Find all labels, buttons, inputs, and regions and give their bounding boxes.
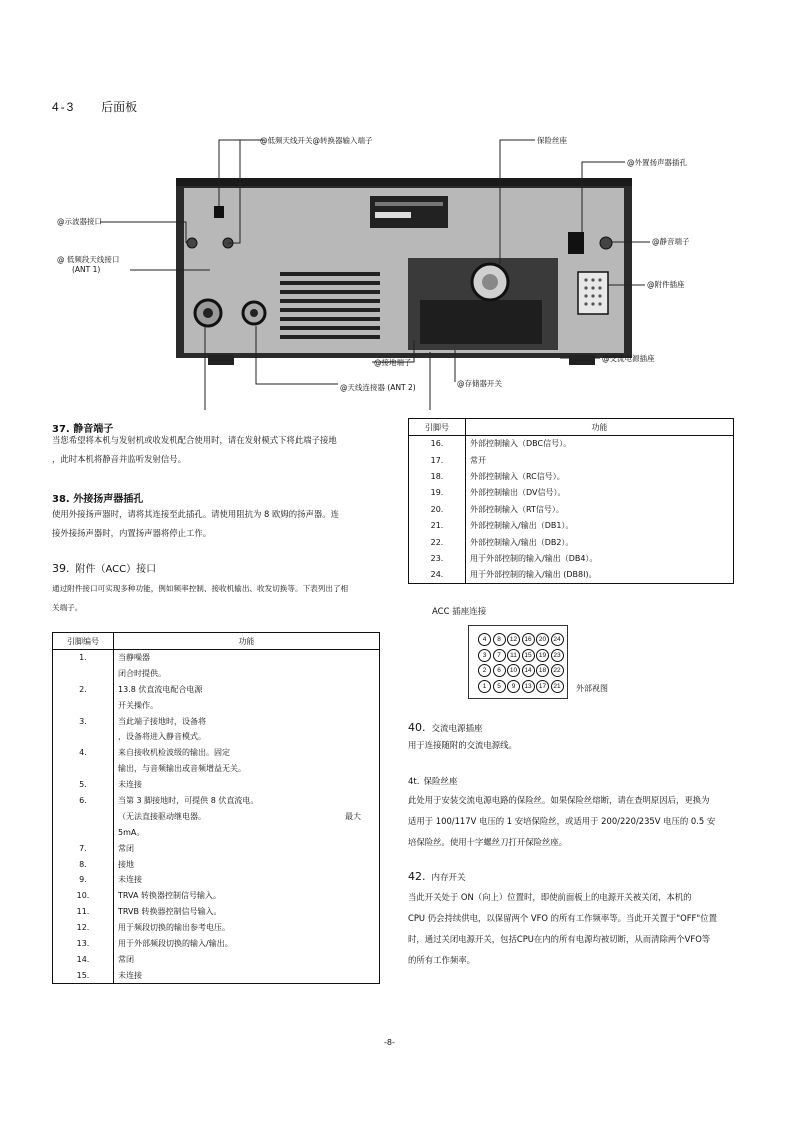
s40-title: 交流电源插座 bbox=[431, 724, 483, 734]
pin-number: 24. bbox=[409, 567, 466, 583]
acc-pin: 7 bbox=[493, 649, 506, 662]
right-foot bbox=[569, 355, 595, 365]
pin-number: 21. bbox=[409, 517, 466, 533]
table-row bbox=[53, 824, 379, 840]
acc-pin: 6 bbox=[493, 664, 506, 677]
label-memory-switch: @存储器开关 bbox=[457, 379, 502, 388]
pin-function-text: 外部控制输入（DBC信号）。 bbox=[470, 439, 572, 449]
pin-number bbox=[53, 808, 114, 824]
pin-number bbox=[53, 761, 114, 777]
acc-pin: 23 bbox=[551, 649, 564, 662]
t1-header-func: 功能 bbox=[114, 633, 380, 650]
pin-table-1-grid bbox=[53, 633, 379, 983]
pin-function bbox=[114, 936, 380, 952]
pin-function bbox=[114, 840, 380, 856]
acc-pin: 19 bbox=[536, 649, 549, 662]
table-row bbox=[409, 436, 733, 452]
pin-function bbox=[114, 824, 380, 840]
acc-pin: 14 bbox=[522, 664, 535, 677]
table-row bbox=[53, 713, 379, 729]
pin-number: 23. bbox=[409, 550, 466, 566]
s38-line2: 接外接扬声器时，内置扬声器将停止工作。 bbox=[52, 528, 212, 538]
s42-number: 42. bbox=[408, 870, 426, 883]
acc-pin: 9 bbox=[507, 680, 520, 693]
pin-function-text: TRVA 转换器控制信号输入。 bbox=[118, 891, 221, 901]
s37-line2: ，此时本机将静音并监听发射信号。 bbox=[52, 454, 186, 464]
pin-function bbox=[466, 567, 734, 583]
pin-function bbox=[466, 485, 734, 501]
label-antenna-connector: @天线连接器 (ANT 2) bbox=[340, 383, 416, 392]
t1-header-num: 引脚编号 bbox=[53, 633, 114, 650]
acc-pin: 13 bbox=[522, 680, 535, 693]
pin-function bbox=[114, 697, 380, 713]
acc-pin: 22 bbox=[551, 664, 564, 677]
section-title: 后面板 bbox=[101, 100, 138, 114]
pin-function-text: 常闭 bbox=[118, 954, 134, 964]
table-row bbox=[409, 468, 733, 484]
table-row bbox=[53, 665, 379, 681]
section-number: 4-3 bbox=[52, 100, 76, 114]
pin-number: 2. bbox=[53, 681, 114, 697]
pin-number: 14. bbox=[53, 951, 114, 967]
s41-title: 保险丝座 bbox=[423, 777, 458, 787]
s37-line1: 当您希望将本机与发射机或收发机配合使用时，请在发射模式下将此端子接地 bbox=[52, 435, 337, 445]
s39-text bbox=[52, 579, 348, 617]
table-row bbox=[53, 745, 379, 761]
s42-line3: 时，通过关闭电源开关，包括CPU在内的所有电源均被切断，从而清除两个VFO等 bbox=[408, 934, 711, 944]
acc-pin-diagram bbox=[468, 625, 568, 699]
acc-pin: 11 bbox=[507, 649, 520, 662]
s41-heading bbox=[408, 775, 457, 787]
left-foot bbox=[208, 355, 234, 365]
pin-number: 1. bbox=[53, 650, 114, 666]
pin-function bbox=[466, 534, 734, 550]
s38-line1: 使用外接扬声器时，请将其连接至此插孔。请使用阻抗为 8 欧姆的扬声器。连 bbox=[52, 509, 340, 519]
page-number: -8- bbox=[384, 1038, 395, 1047]
pin-table-2-grid bbox=[409, 419, 733, 583]
pin-function bbox=[466, 517, 734, 533]
table-row bbox=[409, 501, 733, 517]
s38-title: 38. 外接扬声器插孔 bbox=[52, 494, 144, 505]
s39-number: 39. bbox=[52, 562, 70, 575]
pin-number: 12. bbox=[53, 920, 114, 936]
label-scope-jack: @示波器接口 bbox=[57, 217, 102, 226]
s41-line2: 适用于 100/117V 电压的 1 安培保险丝，或适用于 200/220/235V 电压的 0.5 安 bbox=[408, 816, 716, 826]
s39-line1: 通过附件接口可实现多种功能，例如频率控制、接收机输出、收发切换等。下表列出了相 bbox=[52, 584, 349, 593]
pin-function-note: 最大 bbox=[345, 811, 361, 821]
t2-header-num: 引脚号 bbox=[409, 419, 466, 436]
pin-table-2 bbox=[408, 418, 734, 584]
pin-function-text: TRVB 转换器控制信号输入。 bbox=[118, 907, 222, 917]
mute-terminal-shape bbox=[600, 237, 612, 249]
pin-function-text: 外部控制输入（RT信号）。 bbox=[470, 504, 564, 514]
pin-function bbox=[114, 665, 380, 681]
s42-heading bbox=[408, 870, 466, 883]
acc-pin: 4 bbox=[478, 633, 491, 646]
table-row bbox=[409, 567, 733, 583]
pin-number: 6. bbox=[53, 793, 114, 809]
table-row bbox=[53, 872, 379, 888]
pin-function bbox=[114, 904, 380, 920]
pin-number bbox=[53, 824, 114, 840]
acc-pin: 12 bbox=[507, 633, 520, 646]
pin-number: 15. bbox=[53, 967, 114, 983]
pin-function bbox=[114, 777, 380, 793]
pin-number bbox=[53, 697, 114, 713]
rear-panel-illustration bbox=[0, 0, 798, 410]
pin-number: 8. bbox=[53, 856, 114, 872]
pin-function bbox=[466, 436, 734, 452]
pin-number: 17. bbox=[409, 452, 466, 468]
table-row bbox=[53, 920, 379, 936]
table-row bbox=[53, 777, 379, 793]
s42-title: 内存开关 bbox=[431, 873, 466, 883]
label-ac-power-socket: @交流电源插座 bbox=[602, 354, 655, 363]
pin-number: 4. bbox=[53, 745, 114, 761]
pin-function bbox=[114, 650, 380, 666]
pin-function-text: 外部控制输入/输出（DB2）。 bbox=[470, 537, 574, 547]
table-row bbox=[53, 729, 379, 745]
pin-table-1 bbox=[52, 632, 380, 984]
pin-function bbox=[466, 452, 734, 468]
acc-title: ACC 插座连接 bbox=[432, 607, 487, 617]
pin-function bbox=[114, 761, 380, 777]
ext-speaker-jack-shape bbox=[568, 232, 584, 254]
s37-title: 37. 静音端子 bbox=[52, 424, 114, 435]
pin-function bbox=[114, 793, 380, 809]
pin-number bbox=[53, 729, 114, 745]
pin-function-text: 用于外部控制的输入/输出（DB4）。 bbox=[470, 553, 598, 563]
acc-pin: 10 bbox=[507, 664, 520, 677]
table-row bbox=[53, 967, 379, 983]
label-low-band-ant: @ 低频段天线接口 bbox=[57, 255, 120, 264]
pin-function bbox=[114, 729, 380, 745]
low-ant-switch bbox=[214, 206, 224, 218]
table-row bbox=[409, 550, 733, 566]
t2-body bbox=[409, 436, 733, 584]
label-ext-speaker-jack: @外置扬声器插孔 bbox=[627, 158, 687, 167]
acc-pin: 18 bbox=[536, 664, 549, 677]
s41-text bbox=[408, 790, 715, 853]
s39-title: 附件（ACC）接口 bbox=[75, 564, 157, 575]
acc-pin: 15 bbox=[522, 649, 535, 662]
pin-function-text: 用于外部控制的输入/输出 (DB8I)。 bbox=[470, 570, 597, 580]
pin-function bbox=[114, 681, 380, 697]
pin-function bbox=[466, 550, 734, 566]
s41-line1: 此处用于安装交流电源电路的保险丝。如果保险丝熔断，请在查明原因后，更换为 bbox=[408, 795, 710, 805]
acc-pin: 5 bbox=[493, 680, 506, 693]
pin-number: 19. bbox=[409, 485, 466, 501]
table-row bbox=[409, 534, 733, 550]
pin-number: 22. bbox=[409, 534, 466, 550]
pin-function-text: 5mA。 bbox=[118, 827, 145, 837]
acc-pin: 16 bbox=[522, 633, 535, 646]
pin-function bbox=[114, 920, 380, 936]
pin-function-text: 未连接 bbox=[118, 780, 142, 790]
s39-line2: 关端子。 bbox=[52, 603, 83, 612]
pin-function-text: 用于外部频段切换的输入/输出。 bbox=[118, 938, 233, 948]
rear-panel-diagram bbox=[0, 0, 798, 410]
s37-text bbox=[52, 431, 337, 469]
table-row bbox=[53, 697, 379, 713]
table-row bbox=[53, 856, 379, 872]
pin-number: 5. bbox=[53, 777, 114, 793]
pin-function bbox=[466, 501, 734, 517]
acc-socket-shape bbox=[578, 272, 608, 314]
pin-number: 16. bbox=[409, 436, 466, 452]
pin-function-text: 来自接收机检波级的输出。固定 bbox=[118, 748, 230, 758]
pin-function-text: 当第 3 脚接地时，可提供 8 伏直流电。 bbox=[118, 795, 259, 805]
pin-function-text: 13.8 伏直流电配合电源 bbox=[118, 684, 203, 694]
pin-function-text: 用于频段切换的输出参考电压。 bbox=[118, 923, 230, 933]
table-row bbox=[409, 517, 733, 533]
pin-function-text: 未连接 bbox=[118, 970, 142, 980]
label-acc-socket: @附件插座 bbox=[647, 280, 685, 289]
label-mute-terminal: @静音端子 bbox=[652, 237, 690, 246]
pin-function bbox=[466, 468, 734, 484]
pin-function bbox=[114, 967, 380, 983]
table-row bbox=[53, 936, 379, 952]
table-row bbox=[53, 904, 379, 920]
s42-line4: 的所有工作频率。 bbox=[408, 955, 475, 965]
pin-function-text: 外部控制输入/输出（DB1）。 bbox=[470, 521, 574, 531]
s42-text bbox=[408, 887, 717, 971]
acc-pin: 17 bbox=[536, 680, 549, 693]
table-row bbox=[53, 650, 379, 666]
t1-body bbox=[53, 650, 379, 984]
label-low-ant-switch: @低频天线开关@转换器输入端子 bbox=[260, 136, 373, 145]
s40-heading bbox=[408, 721, 483, 734]
pin-number: 7. bbox=[53, 840, 114, 856]
pin-number: 10. bbox=[53, 888, 114, 904]
table-row bbox=[53, 793, 379, 809]
label-ground-terminal: @接地端子 bbox=[374, 358, 412, 367]
s42-line2: CPU 仍会持续供电，以保留两个 VFO 的所有工作频率等。当此开关置于"OFF"位置 bbox=[408, 913, 717, 923]
pin-function bbox=[114, 888, 380, 904]
label-fuse-holder: 保险丝座 bbox=[537, 136, 567, 145]
pin-number: 11. bbox=[53, 904, 114, 920]
pin-function-text: 未连接 bbox=[118, 875, 142, 885]
pin-function bbox=[114, 951, 380, 967]
pin-function-text: 当静噪器 bbox=[118, 653, 150, 663]
pin-function-text: 开关操作。 bbox=[118, 700, 158, 710]
table-row bbox=[53, 840, 379, 856]
table-row bbox=[409, 452, 733, 468]
label-ant1: (ANT 1) bbox=[72, 265, 101, 274]
pin-number bbox=[53, 665, 114, 681]
acc-pin: 2 bbox=[478, 664, 491, 677]
pin-function bbox=[114, 745, 380, 761]
s38-text bbox=[52, 505, 339, 543]
table-row bbox=[53, 808, 379, 824]
pin-function-text: 接地 bbox=[118, 859, 134, 869]
acc-pin: 3 bbox=[478, 649, 491, 662]
s41-line3: 培保险丝。使用十字螺丝刀打开保险丝座。 bbox=[408, 837, 568, 847]
pin-function-text: 常开 bbox=[470, 455, 486, 465]
pin-function bbox=[114, 713, 380, 729]
pin-number: 20. bbox=[409, 501, 466, 517]
pin-function-text: 当此端子接地时，设备将 bbox=[118, 716, 206, 726]
table-row bbox=[53, 681, 379, 697]
pin-number: 18. bbox=[409, 468, 466, 484]
acc-pin: 1 bbox=[478, 680, 491, 693]
pin-function bbox=[114, 872, 380, 888]
acc-pin: 8 bbox=[493, 633, 506, 646]
s40-line1: 用于连接随附的交流电源线。 bbox=[408, 740, 517, 750]
pin-number: 3. bbox=[53, 713, 114, 729]
pin-function-text: ，设备将进入静音模式。 bbox=[118, 732, 206, 742]
pin-function bbox=[114, 856, 380, 872]
table-row bbox=[53, 888, 379, 904]
pin-function-text: 外部控制输入（RC信号）。 bbox=[470, 471, 565, 481]
pin-function-text: 闭合时提供。 bbox=[118, 668, 166, 678]
pin-function-text: 常闭 bbox=[118, 843, 134, 853]
table-row bbox=[409, 485, 733, 501]
acc-pin: 20 bbox=[536, 633, 549, 646]
table-row bbox=[53, 761, 379, 777]
s42-line1: 当此开关处于 ON（向上）位置时，即使前面板上的电源开关被关闭，本机的 bbox=[408, 892, 692, 902]
pin-number: 13. bbox=[53, 936, 114, 952]
table-row bbox=[53, 951, 379, 967]
s41-number: 4t. bbox=[408, 777, 420, 787]
t2-header-func: 功能 bbox=[466, 419, 734, 436]
acc-pin: 24 bbox=[551, 633, 564, 646]
pin-function bbox=[114, 808, 380, 824]
s39-heading bbox=[52, 560, 156, 575]
acc-pin: 21 bbox=[551, 680, 564, 693]
pin-number: 9. bbox=[53, 872, 114, 888]
pin-function-text: （无法直接驱动继电器。 bbox=[118, 811, 206, 821]
s40-number: 40. bbox=[408, 721, 426, 734]
pin-function-text: 输出，与音频输出或音频增益无关。 bbox=[118, 764, 246, 774]
scope-jack bbox=[187, 238, 197, 248]
acc-external-view: 外部视图 bbox=[576, 684, 608, 693]
pin-function-text: 外部控制输出（DV信号）。 bbox=[470, 488, 566, 498]
